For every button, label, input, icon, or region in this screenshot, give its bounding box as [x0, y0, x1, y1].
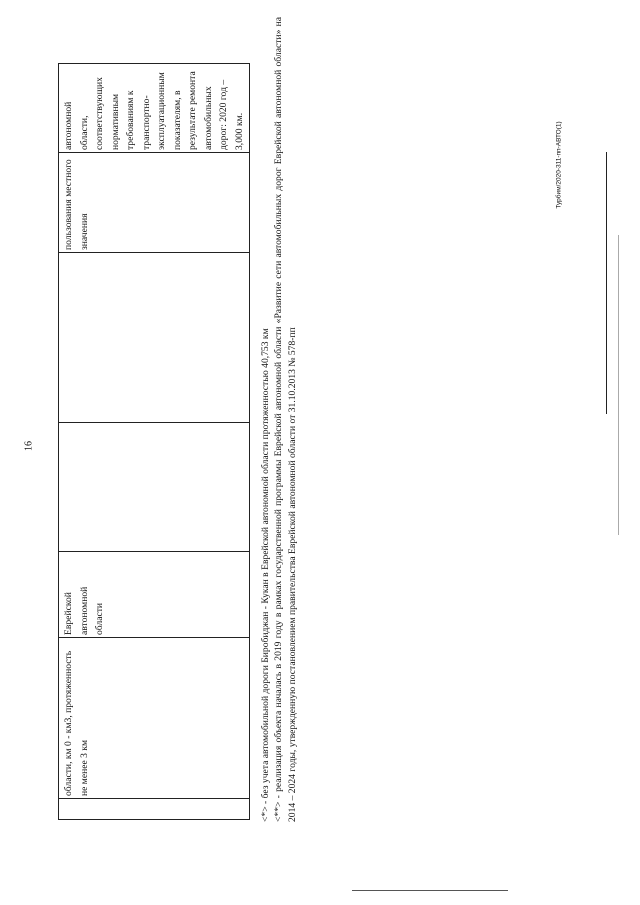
scan-edge-mark: [606, 152, 607, 414]
table-cell-location: области, км 0 - км3, протяженность не менее 3 км: [59, 638, 250, 799]
bottom-rule: [352, 890, 508, 891]
footnotes: [259, 17, 299, 822]
table-cell-result: автономной области, соответствующих нормативным требованиям к транспортно-эксплуатационным показателям, в результате ремонта автомобильных дорог: 2020 год – 3,000 км.: [59, 64, 250, 153]
table-row: [59, 64, 250, 820]
table-cell-road-type: пользования местного значения: [59, 153, 250, 253]
footnote-1: <*> - без учета автомобильной дороги Биробиджан - Кукан в Еврейской автономной области протяженностью 40,753 км: [260, 328, 271, 822]
document-code: Турбим/2020-311-пп-АВТО(1): [555, 121, 563, 209]
rotated-content: [58, 2, 298, 822]
page-number: 16: [23, 441, 35, 451]
table-cell-region: Еврейской автономной области: [59, 552, 250, 638]
scan-thin-line: [618, 235, 619, 535]
table-cell-4: [59, 423, 250, 552]
table-cell-1: [59, 799, 250, 820]
data-table: [58, 63, 250, 820]
footnote-2: <**> - реализация объекта началась в 2019 году в рамках государственной программы Еврейской автономной области «Развитие сети автомобильных дорог Еврейской автономной области» на 2014 – 2024 годы, утвержденную постановлением правительства Еврейской автономной области от 31.10.2013 № 578-пп: [273, 17, 298, 822]
table-cell-5: [59, 253, 250, 423]
